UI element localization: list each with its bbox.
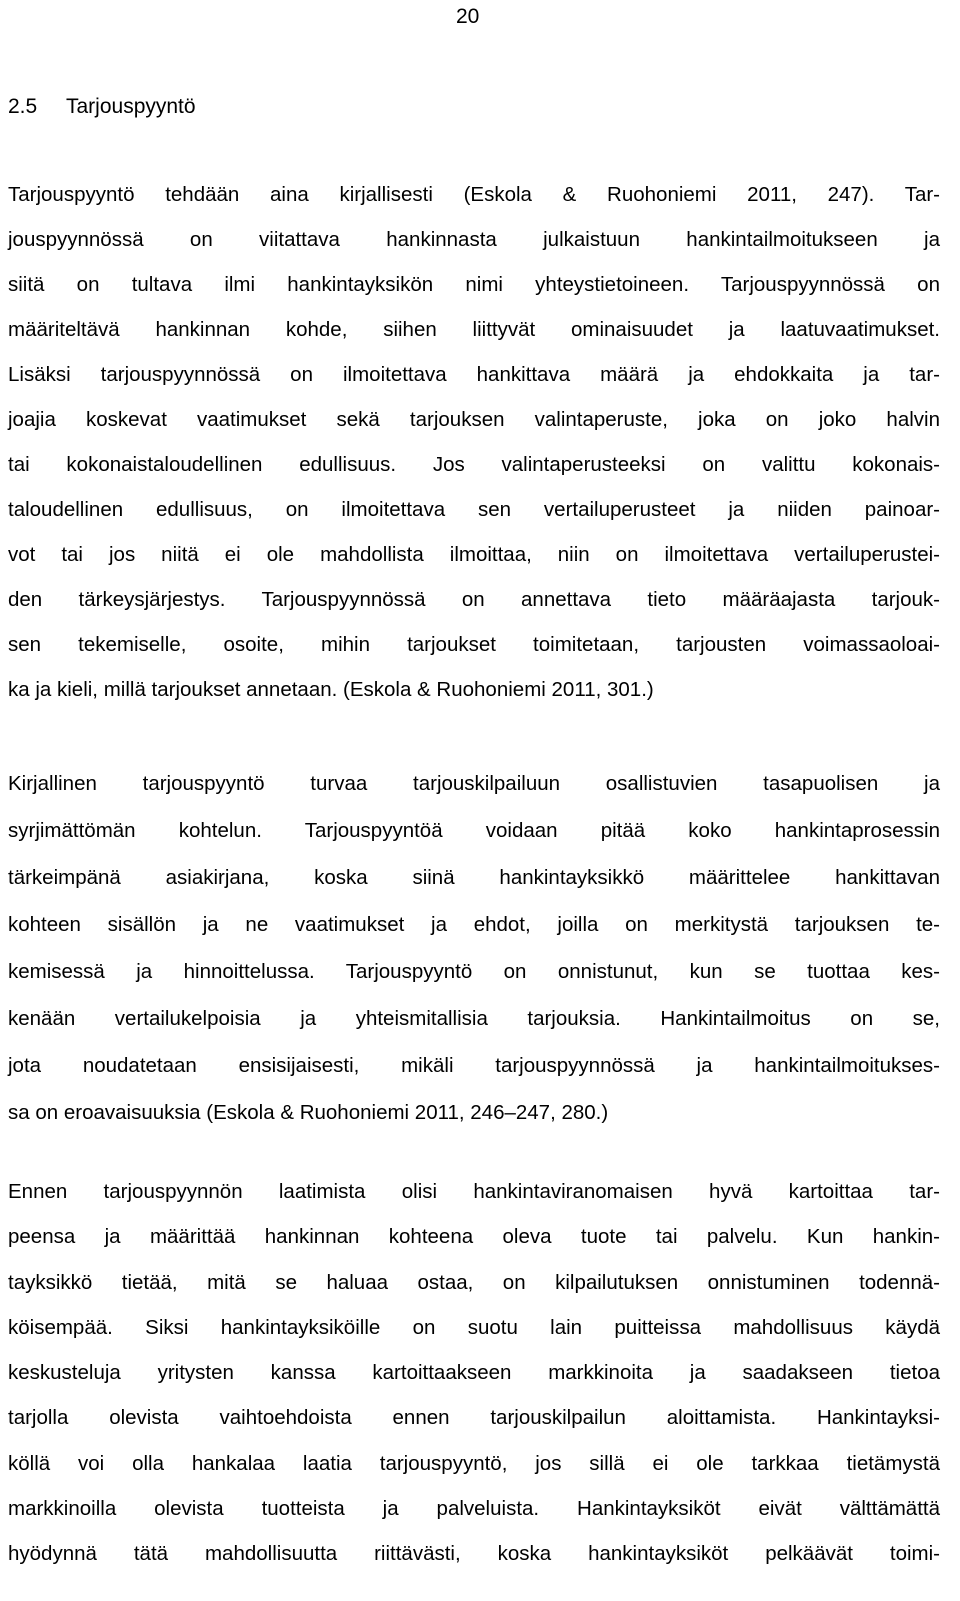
text-line: ka ja kieli, millä tarjoukset annetaan. (Eskola & Ruohoniemi 2011, 301.) bbox=[8, 678, 654, 701]
text-line: joajia koskevat vaatimukset sekä tarjouksen valintaperuste, joka on joko halvin bbox=[8, 408, 940, 431]
section-number: 2.5 bbox=[8, 95, 38, 118]
paragraph-2 bbox=[8, 760, 940, 1136]
text-line: tai kokonaistaloudellinen edullisuus. Jos valintaperusteeksi on valittu kokonais- bbox=[8, 453, 940, 476]
text-line: siitä on tultava ilmi hankintayksikön nimi yhteystietoineen. Tarjouspyynnössä on bbox=[8, 273, 940, 296]
text-line: jota noudatetaan ensisijaisesti, mikäli tarjouspyynnössä ja hankintailmoitukses- bbox=[8, 1054, 940, 1077]
page-number: 20 bbox=[456, 5, 480, 28]
paragraph-text bbox=[8, 760, 940, 1136]
text-line: markkinoilla olevista tuotteista ja palveluista. Hankintayksiköt eivät välttämättä bbox=[8, 1497, 940, 1521]
text-line: Ennen tarjouspyynnön laatimista olisi hankintaviranomaisen hyvä kartoittaa tar- bbox=[8, 1180, 940, 1203]
paragraph-text bbox=[8, 1169, 940, 1577]
text-line: Lisäksi tarjouspyynnössä on ilmoitettava hankittava määrä ja ehdokkaita ja tar- bbox=[8, 363, 940, 386]
text-line: hyödynnä tätä mahdollisuutta riittävästi, koska hankintayksiköt pelkäävät toimi- bbox=[8, 1542, 940, 1566]
text-line: peensa ja määrittää hankinnan kohteena oleva tuote tai palvelu. Kun hankin- bbox=[8, 1225, 940, 1249]
text-line: määriteltävä hankinnan kohde, siihen liittyvät ominaisuudet ja laatuvaatimukset. bbox=[8, 318, 940, 341]
text-line: tarjolla olevista vaihtoehdoista ennen tarjouskilpailun aloittamista. Hankintayksi- bbox=[8, 1406, 940, 1430]
paragraph-3 bbox=[8, 1169, 940, 1577]
paragraph-1 bbox=[8, 172, 940, 712]
text-line: jouspyynnössä on viitattava hankinnasta julkaistuun hankintailmoitukseen ja bbox=[8, 228, 940, 251]
text-line: kohteen sisällön ja ne vaatimukset ja ehdot, joilla on merkitystä tarjouksen te- bbox=[8, 913, 940, 936]
text-line: sa on eroavaisuuksia (Eskola & Ruohoniemi 2011, 246–247, 280.) bbox=[8, 1101, 609, 1124]
text-line: kemisessä ja hinnoittelussa. Tarjouspyyntö on onnistunut, kun se tuottaa kes- bbox=[8, 960, 940, 983]
text-line: tayksikkö tietää, mitä se haluaa ostaa, on kilpailutuksen onnistuminen todennä- bbox=[8, 1270, 940, 1294]
section-heading bbox=[8, 94, 196, 120]
text-line: Kirjallinen tarjouspyyntö turvaa tarjouskilpailuun osallistuvien tasapuolisen ja bbox=[8, 772, 940, 795]
section-title: Tarjouspyyntö bbox=[66, 95, 196, 118]
text-line: köisempää. Siksi hankintayksiköille on suotu lain puitteissa mahdollisuus käydä bbox=[8, 1315, 940, 1339]
paragraph-text bbox=[8, 172, 940, 712]
text-line: taloudellinen edullisuus, on ilmoitettava sen vertailuperusteet ja niiden painoar- bbox=[8, 498, 940, 521]
text-line: keskusteluja yritysten kanssa kartoittaakseen markkinoita ja saadakseen tietoa bbox=[8, 1361, 940, 1385]
text-line: den tärkeysjärjestys. Tarjouspyynnössä on annettava tieto määräajasta tarjouk- bbox=[8, 588, 940, 611]
text-line: Tarjouspyyntö tehdään aina kirjallisesti (Eskola & Ruohoniemi 2011, 247). Tar- bbox=[8, 183, 940, 206]
text-line: köllä voi olla hankalaa laatia tarjouspyyntö, jos sillä ei ole tarkkaa tietämystä bbox=[8, 1451, 940, 1475]
text-line: kenään vertailukelpoisia ja yhteismitallisia tarjouksia. Hankintailmoitus on se, bbox=[8, 1007, 940, 1030]
text-line: tärkeimpänä asiakirjana, koska siinä hankintayksikkö määrittelee hankittavan bbox=[8, 866, 940, 889]
text-line: vot tai jos niitä ei ole mahdollista ilmoittaa, niin on ilmoitettava vertailuperustei- bbox=[8, 543, 940, 566]
text-line: syrjimättömän kohtelun. Tarjouspyyntöä voidaan pitää koko hankintaprosessin bbox=[8, 819, 940, 842]
text-line: sen tekemiselle, osoite, mihin tarjoukset toimitetaan, tarjousten voimassaoloai- bbox=[8, 633, 940, 656]
